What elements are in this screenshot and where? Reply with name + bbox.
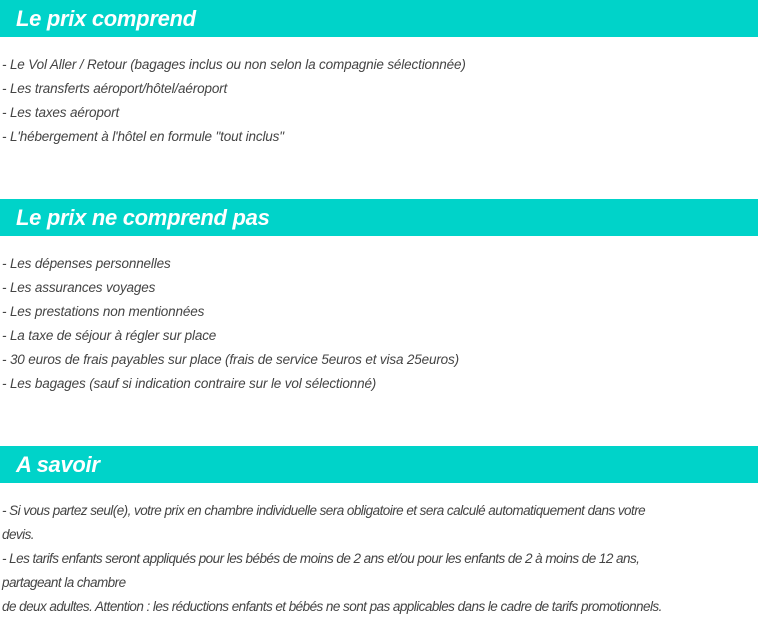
list-item: - Le Vol Aller / Retour (bagages inclus ou non selon la compagnie sélectionnée) xyxy=(2,57,466,72)
list-item: - Les assurances voyages xyxy=(2,280,156,295)
text-line: - Si vous partez seul(e), votre prix en chambre individuelle sera obligatoire et sera calculé automatiquement dans votre xyxy=(2,503,646,518)
price-excludes-list xyxy=(2,252,459,396)
list-item: - L'hébergement à l'hôtel en formule "tout inclus" xyxy=(2,129,284,144)
price-includes-list xyxy=(2,53,466,149)
text-line: - Les tarifs enfants seront appliqués pour les bébés de moins de 2 ans et/ou pour les enfants de 2 à moins de 12 ans, xyxy=(2,551,640,566)
list-item: - Les bagages (sauf si indication contraire sur le vol sélectionné) xyxy=(2,376,377,391)
text-line: partageant la chambre xyxy=(2,575,126,590)
text-line: devis. xyxy=(2,527,34,542)
good-to-know-text xyxy=(2,499,662,619)
list-item: - Les prestations non mentionnées xyxy=(2,304,205,319)
section-header-good-to-know: A savoir xyxy=(0,446,758,483)
section-header-price-excludes: Le prix ne comprend pas xyxy=(0,199,758,236)
list-item: - La taxe de séjour à régler sur place xyxy=(2,328,217,343)
section-header-price-includes: Le prix comprend xyxy=(0,0,758,37)
text-line: de deux adultes. Attention : les réductions enfants et bébés ne sont pas applicables dans le cadre de tarifs promotionnels. xyxy=(2,599,662,614)
list-item: - Les dépenses personnelles xyxy=(2,256,171,271)
list-item: - 30 euros de frais payables sur place (frais de service 5euros et visa 25euros) xyxy=(2,352,459,367)
list-item: - Les taxes aéroport xyxy=(2,105,120,120)
list-item: - Les transferts aéroport/hôtel/aéroport xyxy=(2,81,228,96)
